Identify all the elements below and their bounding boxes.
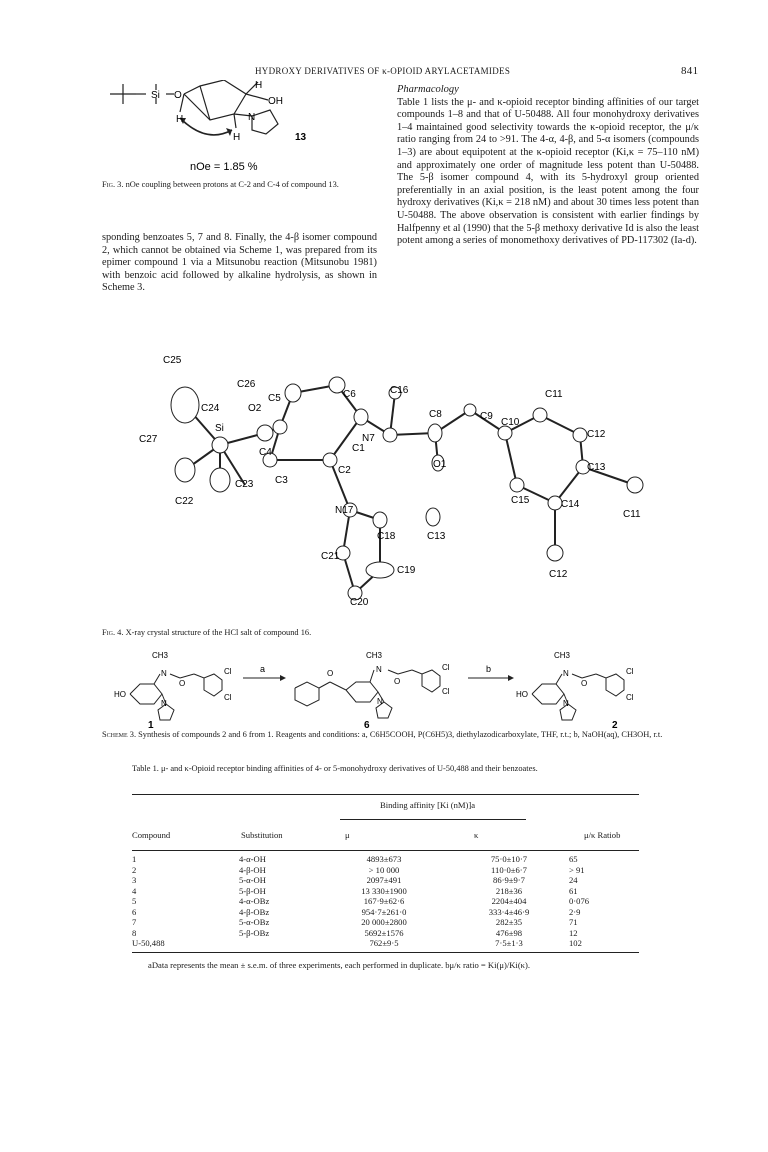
fig4-caption-text: X-ray crystal structure of the HCl salt of compound 16. xyxy=(125,628,312,637)
atom-label: C20 xyxy=(350,597,369,608)
o-label: O xyxy=(179,679,186,688)
table-bottom-rule xyxy=(132,952,639,953)
table-cell: 24 xyxy=(569,875,578,885)
atom-label: C3 xyxy=(275,475,288,486)
o-label: O xyxy=(581,679,588,688)
table-cell: 4 xyxy=(132,885,137,896)
table-cell: > 10 000 xyxy=(368,864,400,875)
cl-label: Cl xyxy=(442,687,450,696)
table-cell: 2 xyxy=(132,864,137,875)
fig3-h-left: H xyxy=(176,114,184,125)
table-row xyxy=(132,854,639,865)
fig4-caption-label: Fig. 4. xyxy=(102,628,124,637)
table-row xyxy=(132,896,639,907)
table-cell: 5692±1576 xyxy=(364,927,404,938)
ch3-label: CH3 xyxy=(152,651,169,660)
fig3-caption-text: nOe coupling between protons at C-2 and C-4 of compound 13. xyxy=(125,180,339,189)
table-cell: 86·9±9·7 xyxy=(493,875,525,885)
scheme3-caption-text: Synthesis of compounds 2 and 6 from 1. Reagents and conditions: a, C6H5COOH, P(C6H5)3, diethylazodicarboxylate, THF, r.t.; b, NaOH(aq), CH3OH, r.t. xyxy=(138,730,663,739)
ch3-label: CH3 xyxy=(366,651,383,660)
table-cell: 65 xyxy=(569,854,578,864)
atom-label: C12 xyxy=(587,429,606,440)
table-cell: 1 xyxy=(132,854,137,864)
atom-label: C24 xyxy=(201,403,220,414)
cl-label: Cl xyxy=(442,663,450,672)
atom-label: C12 xyxy=(549,569,568,580)
atom-label: C22 xyxy=(175,496,194,507)
table-cell: 4-α-OBz xyxy=(239,896,270,906)
table-cell xyxy=(239,938,319,949)
table-cell: 2204±404 xyxy=(491,896,527,906)
compound-number: 2 xyxy=(612,720,618,730)
arrow-label-b: b xyxy=(486,664,492,674)
table-row xyxy=(132,917,639,928)
table-cell: 5 xyxy=(132,896,137,906)
binding-affinity-table xyxy=(132,854,639,949)
atom-label: O1 xyxy=(433,459,447,470)
table-cell: 3 xyxy=(132,875,137,885)
atom-label: C8 xyxy=(429,409,442,420)
atom-label: C27 xyxy=(139,434,158,445)
table-cell: 4-β-OBz xyxy=(239,906,270,917)
table-row xyxy=(132,875,639,886)
table1-caption: Table 1. μ- and κ-Opioid receptor binding affinities of 4- or 5-monohydroxy derivatives of U-50,488 and their benzoates. xyxy=(132,764,538,773)
table-cell: 7 xyxy=(132,917,137,927)
fig3-oh-label: OH xyxy=(268,96,283,107)
fig3-h-top: H xyxy=(255,80,263,91)
table-cell: 333·4±46·9 xyxy=(488,906,530,917)
table-cell: 4-β-OH xyxy=(239,864,266,875)
atom-label: C16 xyxy=(390,385,409,396)
n-label: N xyxy=(161,669,167,678)
table-cell: 5-β-OH xyxy=(239,885,266,896)
arrow-label-a: a xyxy=(260,664,266,674)
cl-label: Cl xyxy=(626,667,634,676)
running-title: HYDROXY DERIVATIVES OF κ-OPIOID ARYLACETAMIDES xyxy=(255,66,511,76)
fig3-caption-label: Fig. 3. xyxy=(102,180,124,189)
atom-label: C11 xyxy=(623,509,641,520)
table-top-rule xyxy=(132,794,639,795)
table-cell: 61 xyxy=(569,885,578,896)
table-col-header: μ/κ Ratiob xyxy=(584,830,621,840)
ch3-label: CH3 xyxy=(554,651,571,660)
table-cell: 20 000±2800 xyxy=(361,917,407,927)
section-heading: Pharmacology xyxy=(397,84,459,95)
atom-label: C13 xyxy=(427,531,446,542)
page-number: 841 xyxy=(681,65,699,77)
table-col-header: Substitution xyxy=(241,830,283,840)
fig4-caption xyxy=(102,628,602,639)
table-footnote: aData represents the mean ± s.e.m. of three experiments, each performed in duplicate. bμ/κ ratio = Ki(μ)/Ki(κ). xyxy=(148,960,531,970)
atom-label: C23 xyxy=(235,479,254,490)
table-cell: 5-β-OBz xyxy=(239,927,270,938)
table-cell: 282±35 xyxy=(495,917,523,927)
table-cell: 167·9±62·6 xyxy=(363,896,405,906)
atom-label: C21 xyxy=(321,551,340,562)
atom-label: C13 xyxy=(587,462,606,473)
atom-label: C9 xyxy=(480,411,493,422)
atom-label: C14 xyxy=(561,499,580,510)
fig3-noe-value: nOe = 1.85 % xyxy=(190,161,258,173)
table-col-header: μ xyxy=(345,830,350,840)
right-column xyxy=(397,84,699,248)
fig3-si-label: Si xyxy=(151,90,160,101)
table-row xyxy=(132,886,639,897)
table-cell: 102 xyxy=(569,938,582,948)
fig3-structure xyxy=(100,80,335,190)
table-cell: 13 330±1900 xyxy=(361,885,407,896)
table-group-header: Binding affinity [Ki (nM)]a xyxy=(380,800,476,810)
atom-label: C11 xyxy=(545,389,563,400)
atom-label: C1 xyxy=(352,443,365,454)
o-label: O xyxy=(394,677,401,686)
scheme3-diagram xyxy=(100,648,700,730)
table-row xyxy=(132,928,639,939)
n-label: N xyxy=(563,669,569,678)
n-label: N xyxy=(161,699,167,708)
atom-label: C2 xyxy=(338,465,351,476)
cl-label: Cl xyxy=(224,693,232,702)
table-cell: 6 xyxy=(132,906,137,917)
table-cell: 762±9·5 xyxy=(369,938,399,948)
atom-label: O2 xyxy=(248,403,262,414)
compound-number: 6 xyxy=(364,720,370,730)
fig3-caption xyxy=(102,180,379,191)
table-cell: 4-α-OH xyxy=(239,854,266,864)
table-cell: 2·9 xyxy=(569,906,581,917)
o-label: O xyxy=(327,669,334,678)
table-cell: 2097±491 xyxy=(366,875,402,885)
cl-label: Cl xyxy=(224,667,232,676)
scheme3-caption xyxy=(102,730,700,741)
atom-label: N17 xyxy=(335,505,354,516)
table-group-rule xyxy=(340,819,526,820)
n-label: N xyxy=(377,697,383,706)
table-cell: 7·5±1·3 xyxy=(495,938,523,948)
atom-label: Si xyxy=(215,423,224,434)
atom-label: C5 xyxy=(268,393,281,404)
table-row xyxy=(132,865,639,876)
table-row xyxy=(132,907,639,918)
table-col-header: κ xyxy=(474,830,479,840)
fig4-crystal-structure xyxy=(125,345,665,620)
fig3-compound-number: 13 xyxy=(295,132,307,143)
n-label: N xyxy=(376,665,382,674)
table-cell: 5-α-OH xyxy=(239,875,266,885)
atom-label: C4 xyxy=(259,447,272,458)
ho-label: HO xyxy=(114,690,126,699)
atom-label: C19 xyxy=(397,565,416,576)
table-row xyxy=(132,938,639,949)
atom-label: C26 xyxy=(237,379,256,390)
table-cell: U-50,488 xyxy=(132,938,165,948)
pharmacology-paragraph: Table 1 lists the μ- and κ-opioid receptor binding affinities of our target compounds 1–8 and that of U-50488. All four monohydroxy derivatives 1–4 maintained good selectivity towards the κ-opioid receptor, the μ/κ ratio ranging from 24 to >91. The 4-α, 4-β, and 5-α isomers (compounds 1–3) are about equipotent at the κ-opioid receptor (Ki,κ = 75–110 nM) and approximately one order of magnitude less potent than U-50488. The 5-β isomer compound 4, with its 5-hydroxyl group oriented preferentially in an axial position, is the least potent among the four hydroxy derivatives (Ki,κ = 218 nM) and about 30 times less potent than U-50488. The above observation is consistent with earlier findings by Halfpenny et al (1990) that the 5-β methoxy derivative Id is also the least potent among a series of monomethoxy derivatives of PD-117302 (Ia-d). xyxy=(397,96,699,247)
table-cell: 12 xyxy=(569,927,578,938)
atom-label: C25 xyxy=(163,355,182,366)
atom-label: C10 xyxy=(501,417,520,428)
table-col-header: Compound xyxy=(132,830,171,840)
atom-label: C6 xyxy=(343,389,356,400)
atom-label: C18 xyxy=(377,531,396,542)
table-cell: 954·7±261·0 xyxy=(361,906,407,917)
fig3-n-label: N xyxy=(248,112,256,123)
table-cell: 0·076 xyxy=(569,896,590,906)
table-cell: 8 xyxy=(132,927,137,938)
fig3-o-label: O xyxy=(174,90,182,101)
table-cell: 71 xyxy=(569,917,578,927)
n-label: N xyxy=(563,699,569,708)
ho-label: HO xyxy=(516,690,528,699)
scheme3-caption-label: Scheme 3. xyxy=(102,730,137,739)
left-column xyxy=(102,232,377,295)
table-cell: 5-α-OBz xyxy=(239,917,270,927)
table-header-rule xyxy=(132,850,639,851)
table-cell: 110·0±6·7 xyxy=(491,864,527,875)
compound-number: 1 xyxy=(148,720,154,730)
table-cell: 218±36 xyxy=(495,885,523,896)
table-cell: 75·0±10·7 xyxy=(490,854,528,864)
atom-label: N7 xyxy=(362,433,375,444)
left-paragraph: sponding benzoates 5, 7 and 8. Finally, the 4-β isomer compound 2, which cannot be obtained via Scheme 1, was prepared from its epimer compound 1 via a Mitsunobu reaction (Mitsunobu 1981) with benzoic acid followed by alkaline hydrolysis, as shown in Scheme 3. xyxy=(102,232,377,294)
atom-label: C15 xyxy=(511,495,530,506)
table-cell: > 91 xyxy=(569,864,585,875)
table-cell: 4893±673 xyxy=(366,854,402,864)
cl-label: Cl xyxy=(626,693,634,702)
table-cell: 476±98 xyxy=(495,927,523,938)
fig3-h-bottom: H xyxy=(233,132,241,143)
